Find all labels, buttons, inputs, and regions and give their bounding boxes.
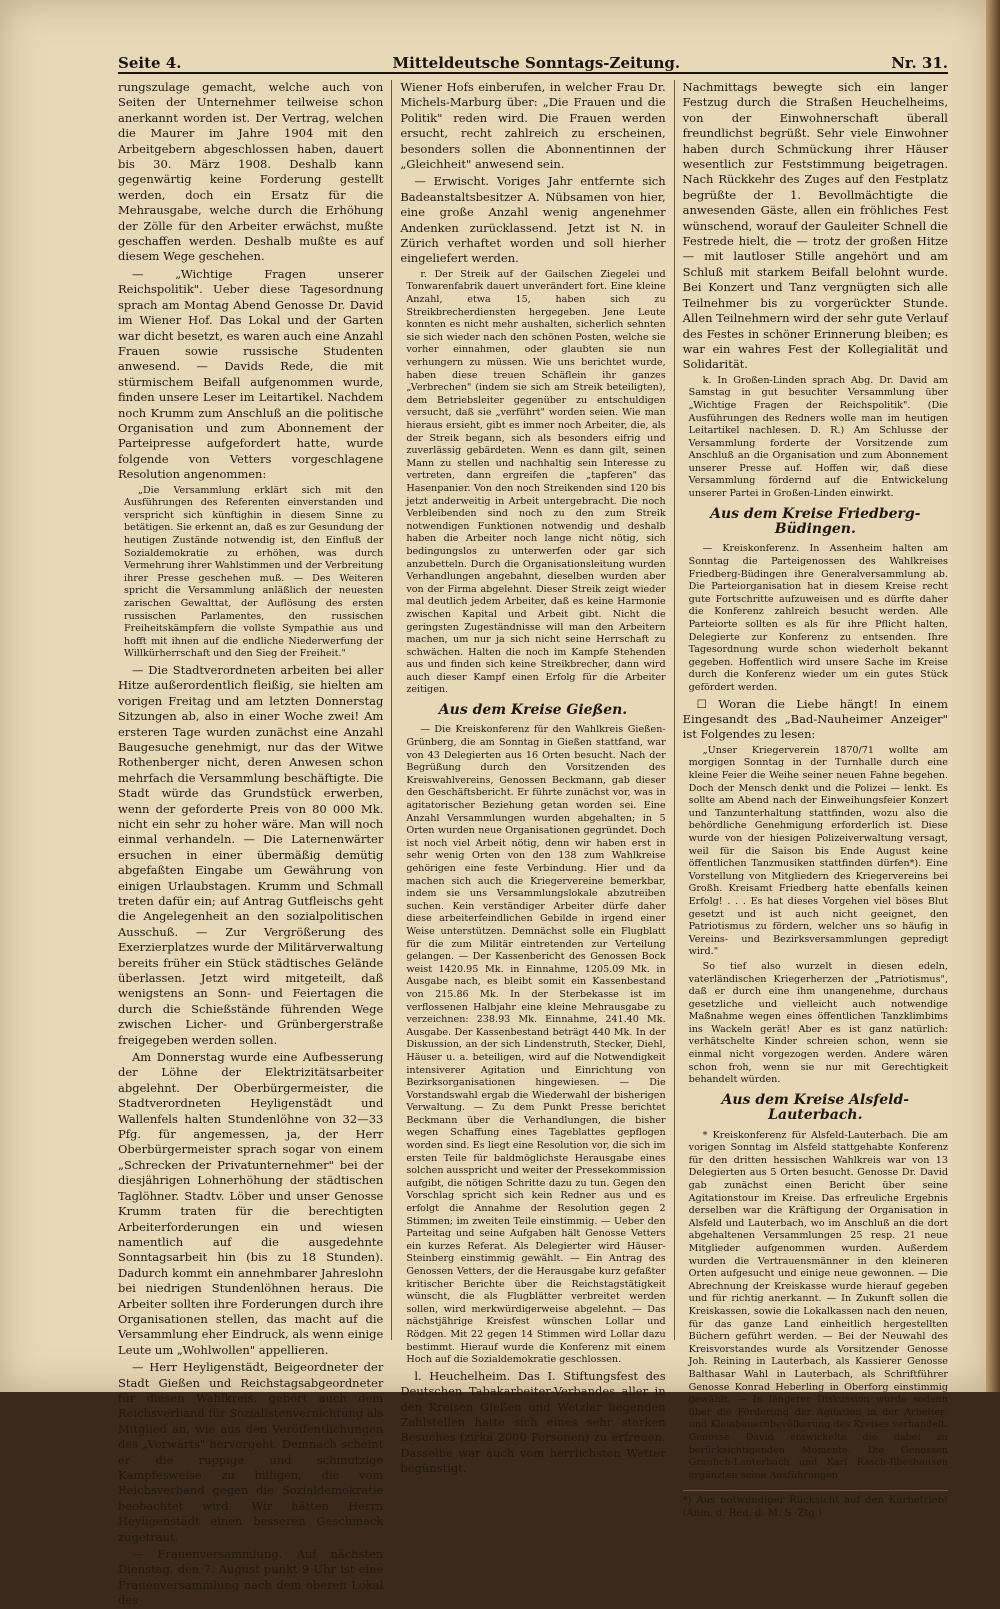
paragraph: rungszulage gemacht, welche auch von Seiten der Unternehmer teilweise schon anerkannt worden ist. Der Vertrag, welchen die Maurer im Jahre 1904 mit den Arbeitgebern abgeschlossen haben, dauert bis 30. März 1908. Deshalb kann gegenwärtig keine Forderung gestellt werden, doch ein Ersatz für die Mehrausgabe, welche durch die Erhöhung der Zölle für den Arbeiter erwächst, mußte geschaffen werden. Deshalb mußte es auf diesem Wege geschehen. xyxy=(118,80,384,264)
paragraph-small: * Kreiskonferenz für Alsfeld-Lauterbach. Die am vorigen Sonntag im Alsfeld stattgehabte Konferenz für den dritten hessischen Wahlkreis war von 13 Delegierten aus 5 Orten besucht. Genosse Dr. David gab zunächst einen Bericht über seine Agitationstour im Kreise. Das erfreuliche Ergebnis derselben war die Kräftigung der Organisation in Alsfeld und Lauterbach, wo im Anschluß an die dort abgehaltenen Versammlungen 25 resp. 21 neue Mitglieder aufgenommen wurden. Außerdem wurden die Vertrauensmänner in den kleineren Orten aufgesucht und einige neue gewonnen. — Die Abrechnung der Kreiskasse wurde hierauf gegeben und für richtig anerkannt. — In Zukunft sollen die Kreiskassen, sowie die Lokalkassen nach den neuen, für das ganze Land einheitlich hergestellten Büchern geführt werden. — Bei der Neuwahl des Kreisvorstandes wurde als Vorsitzender Genosse Joh. Reining in Lauterbach, als Kassierer Genosse Balthasar Wahl in Lauterbach, als Schriftführer Genosse Konrad Heberling in Oberforg einstimmig gewählt. — In längerer Diskussion wurde sodann über die Förderung der Agitation in der Arbeiter- und Kleinbauernbevölkerung des Kreises verhandelt. Genosse David entwickelte die dabei zu berücksichtigenden Momente. Die Genossen Graulich-Lauterbach und Karl Rasch-Ilbeshausen ergänzten seine Ausführungen xyxy=(688,1129,948,1481)
page-header xyxy=(118,48,948,72)
column-3 xyxy=(674,80,948,1520)
resolution-quote: „Die Versammlung erklärt sich mit den Ausführungen des Referenten einverstanden und verspricht sich künftighin in diesem Sinne zu betätigen. Sie erkennt an, daß es zur Gesundung der heutigen Zustände notwendig ist, den Einfluß der Sozialdemokratie zu erhöhen, was durch Vermehrung ihrer Wahlstimmen und der Verbreitung ihrer Presse geschehen muß. — Des Weiteren spricht die Versammlung anläßlich der neuesten zarischen Gewalttat, der Auflösung des ersten russischen Parlamentes, den russischen Freiheitskämpfern die vollste Sympathie aus und hofft mit ihnen auf die endliche Niederwerfung der Willkürherrschaft und den Sieg der Freiheit." xyxy=(124,484,384,660)
column-2 xyxy=(391,80,666,1476)
page-number: Seite 4. xyxy=(118,54,182,72)
book-binding-edge xyxy=(986,0,1000,1392)
column-1 xyxy=(118,80,384,1608)
paragraph: Am Donnerstag wurde eine Aufbesserung der Löhne der Elektrizitätsarbeiter abgelehnt. Der Oberbürgermeister, die Stadtverordneten Heyligenstädt und Wallenfels halten Stundenlöhne von 32—33 Pfg. für angemessen, ja, der Herr Oberbürgermeister sprach sogar von einem „Schrecken der Privatunternehmer" bei der diesjährigen Lohnerhöhung der städtischen Taglöhner. Stadtv. Löber und unser Genosse Krumm traten für die berechtigten Arbeiterforderungen ein und wiesen namentlich auf die ausgedehnte Sonntagsarbeit hin (bis zu 18 Stunden). Dadurch kommt ein annehmbarer Jahreslohn bei niedrigen Stundenlöhnen heraus. Die Arbeiter sollten ihre Forderungen durch ihre Organisationen stellen, das macht auf die Versammlung eher Eindruck, als wenn einige Leute um „Wohlwollen" appellieren. xyxy=(118,1050,384,1357)
header-rule xyxy=(118,72,948,74)
section-heading: Aus dem Kreise Gießen. xyxy=(438,702,628,719)
paragraph: Wiener Hofs einberufen, in welcher Frau Dr. Michels-Marburg über: „Die Frauen und die Politik" reden wird. Die Frauen werden ersucht, recht zahlreich zu erscheinen, besonders sollen die Abonnentinnen der „Gleichheit" anwesend sein. xyxy=(400,80,666,172)
paragraph-small: r. Der Streik auf der Gailschen Ziegelei und Tonwarenfabrik dauert unverändert fort. Eine kleine Anzahl, etwa 15, haben sich zu Streikbrecherdiensten hergegeben. Jene Leute konnten es nicht mehr aushalten, sicherlich sehnten sie sich wieder nach den schönen Posten, welche sie vorher einnahmen, oder glaubten sie nun verhungern zu müssen. Wie uns berichtet wurde, haben diese treuen Schäflein ihr ganzes „Verbrechen" (indem sie sich am Streik beteiligten), dem Betriebsleiter gegenüber zu entschuldigen versucht, daß sie „verführt" worden seien. Wie man hieraus ersieht, gibt es immer noch Arbeiter, die, als der Streik begann, sich als besonders eifrig und zuverlässig gebärdeten. Wenn es dann gilt, seinen Mann zu stellen und nachhaltig sein Interesse zu vertreten, dann ergreifen die „tapferen" das Hasenpanier. Von den noch Streikenden sind 120 bis jetzt anderweitig in Arbeit untergebracht. Die noch Verbleibenden sind noch zu den zum Streik notwendigen Funktionen notwendig und deshalb haben die Arbeiter noch lange nicht nötig, sich bedingungslos zu unterwerfen oder gar sich anzubetteln. Durch die Organisationsleitung wurden Verhandlungen angebahnt, dieselben wurden aber von der Firma abgelehnt. Dieser Streik zeigt wieder mal deutlich jedem Arbeiter, daß es keine Harmonie zwischen Kapital und Arbeit gibt. Nicht die geringsten Zugeständnisse will man den Arbeitern machen, um nur ja sich nicht seine Herrschaft zu schwächen. Halten die noch im Kampfe Stehenden aus und finden sich keine Streikbrecher, dann wird auch dieser Kampf einen Erfolg für die Arbeiter zeitigen. xyxy=(406,268,666,696)
paragraph: l. Heuchelheim. Das I. Stiftungsfest des Deutschen Tabakarbeiter-Verbandes aller in den Kreisen Gießen und Wetzlar liegenden Zahlstellen hatte sich eines sehr starken Besuches (zirka 2000 Personen) zu erfreuen. Dasselbe war auch vom herrlichsten Wetter begünstigt. xyxy=(400,1368,666,1476)
paragraph: — Erwischt. Voriges Jahr entfernte sich Badeanstaltsbesitzer A. Nübsamen von hier, eine große Anzahl wenig angenehmer Andenken zurücklassend. Jetzt ist N. in Zürich verhaftet worden und soll hierher eingeliefert werden. xyxy=(400,174,666,266)
newspaper-title: Mitteldeutsche Sonntags-Zeitung. xyxy=(392,54,681,72)
paragraph-small: — Die Kreiskonferenz für den Wahlkreis Gießen-Grünberg, die am Sonntag in Gießen stattfand, war von 43 Delegierten aus 16 Orten besucht. Nach der Begrüßung durch den Vorsitzenden des Kreiswahlvereins, Genossen Beckmann, gab dieser den Geschäftsbericht. Er führte zunächst vor, was in agitatorischer Beziehung getan worden sei. Eine Anzahl Versammlungen wurden abgehalten; in 5 Orten wurden neue Organisationen gegründet. Doch ist noch viel Arbeit nötig, denn wir haben erst in sehr wenig Orten von den 138 zum Wahlkreise gehörigen eine feste Verbindung. Hier und da machen sich auch die Kriegervereine bemerkbar, indem sie uns Versammlungslokale abzutreiben suchen. Kein verständiger Arbeiter dürfe daher diese arbeiterfeindlichen Gebilde in irgend einer Weise unterstützen. Demnächst solle ein Flugblatt für die zum Militär eintretenden zur Verteilung gelangen. — Der Kassenbericht des Genossen Bock weist 1420.95 Mk. in Einnahme, 1205.09 Mk. in Ausgabe nach, es bleibt somit ein Kassenbestand von 215.86 Mk. In der Sterbekasse ist im verflossenen Halbjahr eine kleine Mehrausgabe zu verzeichnen: 238.93 Mk. Einnahme, 241.40 Mk. Ausgabe. Der Kassenbestand beträgt 440 Mk. In der Diskussion, an der sich Lindenstruth, Stecker, Diehl, Häuser u. a. beteiligen, wird auf die Notwendigkeit intensiverer Agitation und Einrichtung von Bezirksorganisationen hingewiesen. — Die Vorstandswahl ergab die Wiederwahl der bisherigen Verwaltung. — Zu dem Punkt Presse berichtet Beckmann über die Verhandlungen, die bisher wegen Schaffung eines Tageblattes gepflogen worden sind. Es liegt eine Resolution vor, die sich im ersten Teile für baldmöglichste Herausgabe eines solchen ausspricht und weiter der Pressekommission aufgibt, die nötigen Schritte dazu zu tun. Gegen den Vorschlag spricht sich kein Redner aus und es erfolgt die Annahme der Resolution gegen 2 Stimmen; im zweiten Teile einstimmig. — Ueber den Parteitag und seine Aufgaben hält Genosse Vetters ein kurzes Referat. Als Delegierter wird Häuser-Steinberg einstimmig gewählt. — Ein Antrag des Genossen Vetters, der die Herausgabe kurz gefaßter kritischer Berichte über die Reichstagstätigkeit wünscht, die als Flugblätter verbreitet werden sollen, wird merkwürdigerweise abgelehnt. — Das nächstjährige Kreisfest wünschen Lollar und Rödgen. Mit 22 gegen 14 Stimmen wird Lollar dazu bestimmt. Hierauf wurde die Konferenz mit einem Hoch auf die Sozialdemokratie geschlossen. xyxy=(406,724,666,1366)
paragraph-small: — Kreiskonferenz. In Assenheim halten am Sonntag die Parteigenossen des Wahlkreises Friedberg-Büdingen ihre Generalversammlung ab. Die Parteiorganisation hat in diesem Kreise recht gute Fortschritte aufzuweisen und es dürfte daher die Konferenz zahlreich besucht werden. Alle Parteiorte sollten es als für ihre Pflicht halten, Delegierte zur Konferenz zu entsenden. Ihre Tagesordnung wurde schon wiederholt bekannt gegeben. Hoffentlich wird unsere Sache im Kreise durch die Konferenz wieder um ein gutes Stück gefördert werden. xyxy=(688,543,948,693)
paragraph-small: So tief also wurzelt in diesen edeln, vaterländischen Kriegerherzen der „Patriotismus", daß er durch eine ihm unangenehme, durchaus gesetzliche und vielleicht auch notwendige Maßnahme wegen eines öffentlichen Tanzklimbims ins Wackeln gerät! Aber es ist ganz natürlich: verhätschelte Kinder schreien schon, wenn sie einmal nicht vorgezogen werden. Andere wären schon froh, wenn sie nur mit Gerechtigkeit behandelt würden. xyxy=(688,960,948,1086)
quote-small: „Unser Kriegerverein 1870/71 wollte am morgigen Sonntag in der Turnhalle durch eine kleine Feier die Weihe seiner neuen Fahne begehen. Doch der Mensch denkt und die Polizei — lenkt. Es sollte am Abend nach der Einweihungsfeier Konzert und Tanzunterhaltung stattfinden, wozu also die behördliche Genehmigung erforderlich ist. Diese wurde von der hiesigen Polizeiverwaltung versagt, weil für die Saison bis Ende August keine öffentlichen Tanzmusiken stattfinden dürfen*). Eine Vorstellung von Mitgliedern des Kriegervereins bei Großh. Kreisamt Friedberg hatte ebenfalls keinen Erfolg! . . . Es hat dieses Vorgehen viel böses Blut gesetzt und ist auch nicht geeignet, den Patriotismus zu fördern, welcher uns so häufig in Vereins- und Bezirksversammlungen gepredigt wird." xyxy=(688,744,948,958)
paragraph: Nachmittags bewegte sich ein langer Festzug durch die Straßen Heuchelheims, von der Einwohnerschaft überall freundlichst begrüßt. Sehr viele Einwohner haben durch Schmückung ihrer Häuser wesentlich zur Feststimmung beigetragen. Nach Rückkehr des Zuges auf den Festplatz begrüßte der 1. Bevollmächtigte die anwesenden Gäste, allen ein fröhliches Fest wünschend, worauf der Gauleiter Schnell die Festrede hielt, die — trotz der großen Hitze — mit lautloser Stille angehört und am Schluß mit starkem Beifall belohnt wurde. Bei Konzert und Tanz vergnügten sich alle Teilnehmer bis zu vorgerückter Stunde. Allen Teilnehmern wird der sehr gute Verlauf des Festes in schöner Erinnerung bleiben; es war ein wahres Fest der Kollegialität und Solidarität. xyxy=(682,80,948,372)
section-heading: Aus dem Kreise Friedberg-Büdingen. xyxy=(710,505,921,538)
issue-number: Nr. 31. xyxy=(891,54,948,72)
paragraph: — Die Stadtverordneten arbeiten bei aller Hitze außerordentlich fleißig, sie hielten am vorigen Freitag und am letzten Donnerstag Sitzungen ab, also in einer Woche zwei! Am ersteren Tage wurden zunächst eine Anzahl Baugesuche genehmigt, nur das der Witwe Rothenberger nicht, deren Anwesen schon mehrfach die Versammlung beschäftigte. Die Stadt würde das Grundstück erwerben, wenn der geforderte Preis von 80 000 Mk. nicht ein sehr zu hoher wäre. Man will noch einmal verhandeln. — Die Laternenwärter ersuchen in einer übermäßig demütig abgefaßten Eingabe um Gewährung von einigen Urlaubstagen. Krumm und Schmall treten dafür ein; auf Antrag Gutfleischs geht die Angelegenheit an den sozialpolitischen Ausschuß. — Zur Vergrößerung des Exerzierplatzes wurde der Militärverwaltung bereits früher ein Stück städtisches Gelände überlassen. Jetzt wird mitgeteilt, daß wenigstens an Sonn- und Feiertagen die durch die Schießstände führenden Wege zwischen Licher- und Grünbergerstraße freigegeben werden sollen. xyxy=(118,662,384,1047)
paragraph-small: k. In Großen-Linden sprach Abg. Dr. David am Samstag in gut besuchter Versammlung über „Wichtige Fragen der Reichspolitik". (Die Ausführungen des Redners wolle man im heutigen Leitartikel nachlesen. D. R.) Am Schlusse der Versammlung forderte der Vorsitzende zum Anschluß an die Organisation und zum Abonnement unserer Presse auf. Hoffen wir, daß diese Versammlung fördernd auf die Entwickelung unserer Partei in Großen-Linden einwirkt. xyxy=(688,374,948,500)
paragraph: — Frauenversammlung. Auf nächsten Dienstag, den 7. August punkt 9 Uhr ist eine Frauenversammlung nach dem oberen Lokal des xyxy=(118,1547,384,1608)
paragraph: — „Wichtige Fragen unserer Reichspolitik". Ueber diese Tagesordnung sprach am Montag Abend Genosse Dr. David im Wiener Hof. Das Lokal und der Garten war dicht besetzt, es waren auch eine Anzahl Frauen sowie russische Studenten anwesend. — Davids Rede, die mit stürmischem Beifall aufgenommen wurde, finden unsere Leser im Leitartikel. Nachdem noch Krumm zum Anschluß an die politische Organisation und zum Abonnement der Parteipresse aufgefordert hatte, wurde folgende von Vetters vorgeschlagene Resolution angenommen: xyxy=(118,266,384,482)
section-heading: Aus dem Kreise Alsfeld-Lauterbach. xyxy=(721,1091,910,1124)
footnote: *) Aus notwendiger Rücksicht auf den Kurbetrieb! (Anm. d. Red. d. M. S.-Ztg.) xyxy=(683,1490,948,1520)
paragraph: ☐ Woran die Liebe hängt! In einem Eingesandt des „Bad-Nauheimer Anzeiger" ist Folgendes zu lesen: xyxy=(682,696,948,742)
paragraph: — Herr Heyligenstädt, Beigeordneter der Stadt Gießen und Reichstagsabgeordneter für diesen Wahlkreis, gehört auch dem Reichsverband für Sozialistenvernichtung als Mitglied an, wie aus den Veröffentlichungen des „Vorwärts" hervorgeht. Demnach scheint er die ruppige und schmutzige Kampfesweise zu billigen, die vom Reichsverband gegen die Sozialdemokratie beobachtet wird. Wir hätten Herrn Heyligenstädt einen besseren Geschmack zugetraut. xyxy=(118,1360,384,1544)
article-columns xyxy=(118,80,948,1608)
